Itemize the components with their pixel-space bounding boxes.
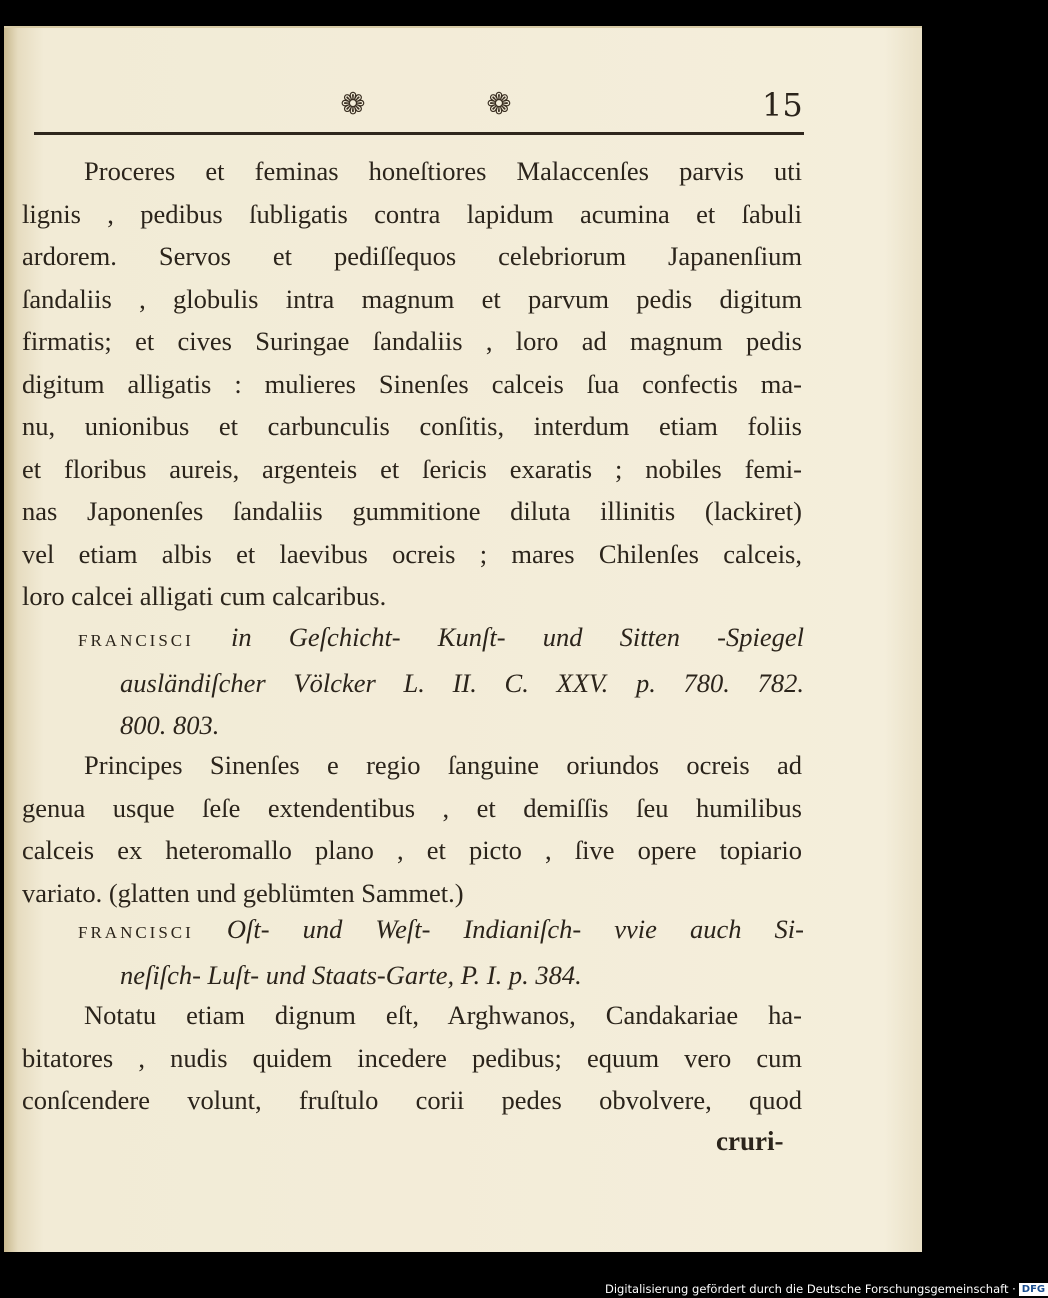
- text-line: firmatis; et cives Suringae ſandaliis , loro ad magnum pedis: [22, 326, 802, 356]
- text-line: loro calcei alligati cum calcaribus.: [22, 581, 387, 611]
- text-line: Proceres et feminas honeſtiores Malaccenſes parvis uti: [84, 156, 802, 186]
- text-line: genua usque ſeſe extendentibus , et demiſſis ſeu humilibus: [22, 792, 802, 823]
- citation-text: Oſt- und Weſt- Indianiſch- vvie auch Si-: [226, 914, 804, 944]
- citation-author: FRANCISCI: [78, 923, 194, 942]
- text-line: nas Japonenſes ſandaliis gummitione diluta illinitis (lackiret): [22, 496, 802, 526]
- funding-footer: [605, 1281, 1046, 1298]
- citation-2: [78, 908, 804, 996]
- text-line: calceis ex heteromallo plano , et picto , ſive opere topiario: [22, 835, 802, 865]
- citation-text: in Geſchicht- Kunſt- und Sitten -Spiegel: [231, 622, 804, 652]
- text-line: ardorem. Servos et pediſſequos celebriorum Japanenſium: [22, 241, 802, 271]
- text-line: digitum alligatis : mulieres Sinenſes calceis ſua confectis ma-: [22, 368, 802, 399]
- paragraph-3: [22, 994, 802, 1122]
- text-line: vel etiam albis et laevibus ocreis ; mares Chilenſes calceis,: [22, 538, 802, 569]
- text-line: conſcendere volunt, fruſtulo corii pedes obvolvere, quod: [22, 1085, 802, 1115]
- citation-text: ausländiſcher Völcker L. II. C. XXV. p. 780. 782.: [120, 668, 804, 698]
- header-ornaments: [336, 88, 536, 128]
- text-line: lignis , pedibus ſubligatis contra lapidum acumina et ſabuli: [22, 198, 802, 229]
- page-number: 15: [762, 86, 803, 124]
- citation-author: FRANCISCI: [78, 631, 194, 650]
- header-rule: [34, 132, 804, 135]
- citation-text: neſiſch- Luſt- und Staats-Garte, P. I. p. 384.: [120, 960, 582, 990]
- flower-ornament-icon: ❁: [486, 87, 512, 122]
- text-line: Principes Sinenſes e regio ſanguine oriundos ocreis ad: [84, 750, 802, 780]
- text-line: nu, unionibus et carbunculis conſitis, interdum etiam foliis: [22, 411, 802, 441]
- text-line: bitatores , nudis quidem incedere pedibus; equum vero cum: [22, 1042, 802, 1073]
- text-line: ſandaliis , globulis intra magnum et parvum pedis digitum: [22, 283, 802, 314]
- paragraph-1: [22, 150, 802, 618]
- paragraph-2: [22, 744, 802, 914]
- flower-ornament-icon: ❁: [340, 87, 366, 122]
- text-line: variato. (glatten und geblümten Sammet.): [22, 877, 464, 908]
- catchword: cruri-: [716, 1126, 784, 1156]
- footer-text: Digitalisierung gefördert durch die Deutsche Forschungsgemeinschaft ·: [605, 1282, 1016, 1296]
- citation-1: [78, 616, 804, 746]
- text-line: Notatu etiam dignum eſt, Arghwanos, Candakariae ha-: [84, 1000, 802, 1030]
- citation-text: 800. 803.: [120, 710, 220, 740]
- text-line: et floribus aureis, argenteis et ſericis exaratis ; nobiles femi-: [22, 453, 802, 484]
- dfg-logo: DFG: [1019, 1283, 1048, 1296]
